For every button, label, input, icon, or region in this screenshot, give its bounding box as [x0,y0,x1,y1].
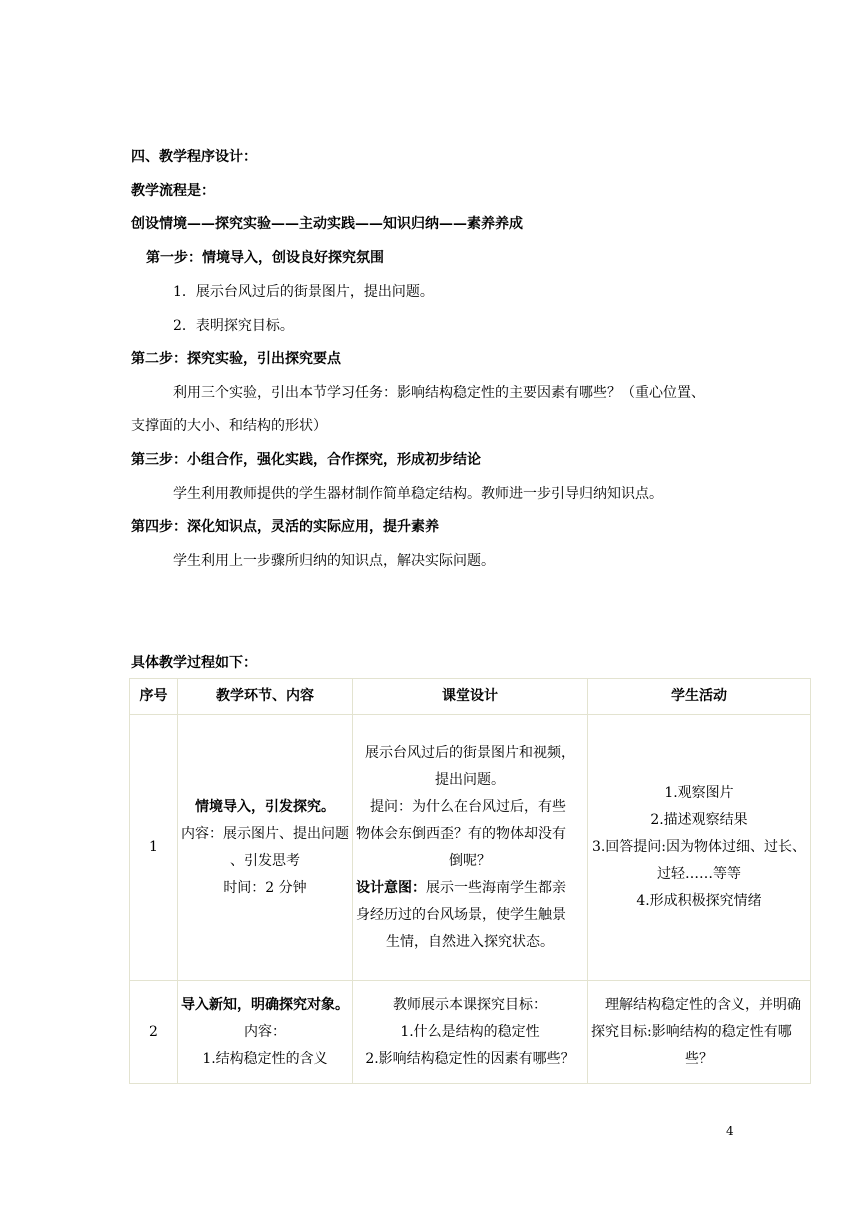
section-cell [178,981,353,1084]
design-intent-line: 身经历过的台风场景，使学生触景 [356,906,566,923]
table-row [130,715,811,981]
step-1-line-1: 1．展示台风过后的街景图片，提出问题。 [173,284,434,300]
section-line: 、引发思考 [230,852,300,869]
design-intent-label: 设计意图： [356,879,426,896]
page-number: 4 [726,1124,734,1138]
student-line: 过轻……等等 [657,866,741,882]
step-2-title: 第二步：探究实验，引出探究要点 [131,351,341,367]
flow-label: 教学流程是： [131,183,215,199]
row-number: 1 [130,715,178,981]
step-3-title: 第三步：小组合作，强化实践，合作探究，形成初步结论 [131,452,481,468]
design-cell [353,715,588,981]
section-cell [178,715,353,981]
student-cell [588,981,811,1084]
student-line: 些？ [685,1050,713,1067]
step-4-line-1: 学生利用上一步骤所归纳的知识点，解决实际问题。 [173,553,495,569]
table-row [130,981,811,1084]
lesson-table [129,678,811,1084]
design-intent-line: 生情，自然进入探究状态。 [386,933,554,950]
header-number: 序号 [130,679,178,715]
design-line: 倒呢？ [449,852,491,869]
design-line: 1.什么是结构的稳定性 [400,1023,540,1040]
section-line: 内容： [244,1023,286,1040]
student-line: 理解结构稳定性的含义，并明确 [605,996,801,1013]
student-line: 4.形成积极探究情绪 [636,893,762,909]
flow-sequence: 创设情境——探究实验——主动实践——知识归纳——素养养成 [131,216,523,232]
design-line: 展示台风过后的街景图片和视频， [365,744,575,761]
student-line: 1.观察图片 [664,785,734,801]
section-line: 时间：2 分钟 [223,879,307,896]
row-number: 2 [130,981,178,1084]
student-line: 3.回答提问:因为物体过细、过长、 [591,839,807,855]
design-line: 提问：为什么在台风过后，有些 [370,798,566,815]
section-line: 内容：展示图片、提出问题 [181,825,349,842]
step-4-title: 第四步：深化知识点，灵活的实际应用，提升素养 [131,519,439,535]
design-line: 教师展示本课探究目标： [393,996,547,1013]
table-header-row [130,679,811,715]
design-intent-text: 展示一些海南学生都亲 [426,879,566,896]
student-cell [588,715,811,981]
section-line: 1.结构稳定性的含义 [202,1050,328,1067]
section-title: 导入新知，明确探究对象。 [181,996,349,1013]
design-intent [356,875,584,902]
section-title: 情境导入，引发探究。 [195,798,335,815]
student-line: 探究目标:影响结构的稳定性有哪 [591,1023,792,1040]
header-design: 课堂设计 [353,679,588,715]
step-2-line-1: 利用三个实验，引出本节学习任务：影响结构稳定性的主要因素有哪些？（重心位置、 [173,385,705,401]
section-title: 四、教学程序设计： [131,149,257,165]
design-line: 2.影响结构稳定性的因素有哪些？ [365,1050,575,1067]
header-section: 教学环节、内容 [178,679,353,715]
student-line: 2.描述观察结果 [650,812,748,828]
header-student: 学生活动 [588,679,811,715]
step-3-line-1: 学生利用教师提供的学生器材制作简单稳定结构。教师进一步引导归纳知识点。 [173,486,663,502]
step-2-line-2: 支撑面的大小、和结构的形状） [131,418,327,434]
design-line: 提出问题。 [435,771,505,788]
design-cell [353,981,588,1084]
step-1-title: 第一步：情境导入，创设良好探究氛围 [146,250,384,266]
design-line: 物体会东倒西歪？有的物体却没有 [356,825,566,842]
step-1-line-2: 2．表明探究目标。 [173,318,294,334]
table-intro: 具体教学过程如下： [131,655,257,671]
